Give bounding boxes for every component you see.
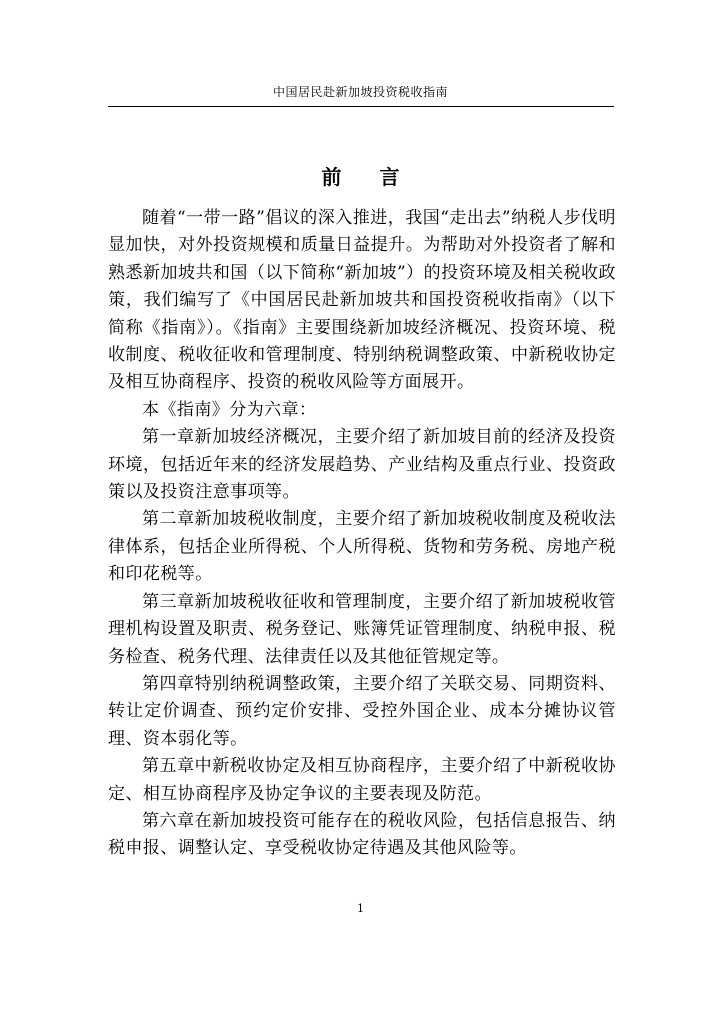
running-header: 中国居民赴新加坡投资税收指南	[272, 85, 448, 99]
paragraph-overview: 本《指南》分为六章：	[142, 399, 317, 420]
paragraph-chapter-1: 第一章新加坡经济概况，主要介绍了新加坡目前的经济及投资环境，包括近年来的经济发展趋势、产业结构及重点行业、投资政策以及投资注意事项等。	[108, 427, 616, 503]
paragraph-chapter-6: 第六章在新加坡投资可能存在的税收风险，包括信息报告、纳税申报、调整认定、享受税收协定待遇及其他风险等。	[108, 810, 616, 859]
paragraph-chapter-4: 第四章特别纳税调整政策，主要介绍了关联交易、同期资料、转让定价调查、预约定价安排、受控外国企业、成本分摊协议管理、资本弱化等。	[108, 673, 616, 749]
paragraph-intro: 随着“一带一路”倡议的深入推进，我国“走出去”纳税人步伐明显加快，对外投资规模和质量日益提升。为帮助对外投资者了解和熟悉新加坡共和国（以下简称“新加坡”）的投资环境及相关税收政策，我们编写了《中国居民赴新加坡共和国投资税收指南》（以下简称《指南》）。《指南》主要围绕新加坡经济概况、投资环境、税收制度、税收征收和管理制度、特别纳税调整政策、中新税收协定及相互协商程序、投资的税收风险等方面展开。	[108, 208, 616, 393]
page-title: 前言	[321, 165, 438, 190]
paragraph-chapter-3: 第三章新加坡税收征收和管理制度，主要介绍了新加坡税收管理机构设置及职责、税务登记、账簿凭证管理制度、纳税申报、税务检查、税务代理、法律责任以及其他征管规定等。	[108, 591, 616, 667]
page-number: 1	[357, 902, 364, 915]
body-text	[108, 205, 616, 863]
paragraph-chapter-5: 第五章中新税收协定及相互协商程序，主要介绍了中新税收协定、相互协商程序及协定争议的主要表现及防范。	[108, 756, 616, 804]
paragraph-chapter-2: 第二章新加坡税收制度，主要介绍了新加坡税收制度及税收法律体系，包括企业所得税、个人所得税、货物和劳务税、房地产税和印花税等。	[108, 509, 616, 585]
header-divider	[108, 106, 614, 107]
